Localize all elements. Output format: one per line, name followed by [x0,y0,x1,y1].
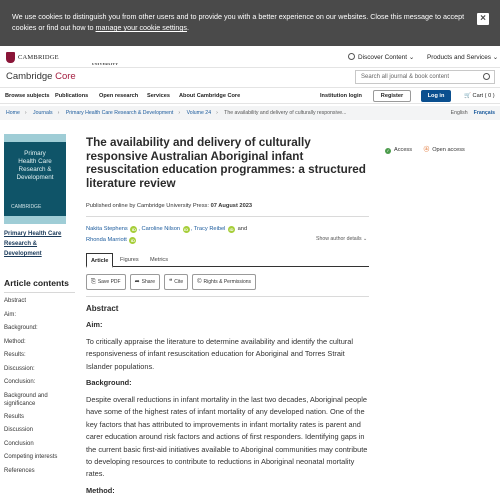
cover-line: Primary [24,150,46,157]
toc-item[interactable]: Conclusion [4,440,34,447]
publisher-sub: UNIVERSITY [92,61,119,66]
publisher-name: CAMBRIDGE [18,53,59,61]
cambridge-core-logo[interactable] [6,71,76,82]
article-tabs [86,253,369,267]
search-input[interactable] [355,70,495,84]
access-label: Access [394,147,413,153]
cart-link[interactable] [464,93,495,99]
crest-icon [6,52,15,63]
abstract-heading: Abstract [86,304,119,313]
cart-icon: 🛒 [464,93,471,99]
orcid-icon[interactable]: iD [229,227,234,232]
chevron-down-icon: ⌄ [492,54,499,61]
breadcrumb-home[interactable]: Home [6,110,20,116]
pdf-icon: ⎘ [91,279,96,285]
cookie-period: . [187,23,190,32]
breadcrumb-journal[interactable]: Primary Health Care Research & Development [65,110,174,116]
article-actions [86,274,256,290]
copyright-icon: © [197,279,202,285]
share-button[interactable] [130,274,160,290]
tab-article[interactable]: Article [86,253,113,268]
nav-open-research[interactable]: Open research [99,93,139,99]
toc-item[interactable]: Abstract [4,298,27,304]
method-heading: Method: [86,486,115,495]
author-link[interactable]: Tracy Reibel [193,226,226,232]
author-link[interactable]: Caroline Nilson [141,226,181,232]
divider [4,292,75,293]
author-and: and [237,226,248,232]
register-button[interactable]: Register [373,90,411,102]
search-icon[interactable] [483,73,490,80]
tab-metrics[interactable]: Metrics [150,257,169,263]
open-access-icon: ⓐ [423,147,430,153]
toc-item[interactable]: Aim: [4,311,16,318]
lang-english[interactable]: English [450,110,468,116]
toc-title: Article contents [4,278,69,288]
breadcrumb-journals[interactable]: Journals [33,110,53,116]
toc-item[interactable]: Results: [4,352,26,358]
close-icon[interactable]: × [477,13,489,25]
main-nav [0,87,500,104]
cover-line: Research & [18,166,52,173]
toc-item[interactable]: Results [4,413,25,420]
share-icon: ➦ [134,279,140,285]
cover-line: Development [16,174,54,181]
breadcrumb-current: The availability and delivery of culturally responsive... [224,110,347,116]
orcid-icon[interactable]: iD [131,227,136,232]
chevron-down-icon: ⌄ [363,236,368,242]
nav-about[interactable]: About Cambridge Core [179,93,241,99]
toc-item[interactable]: Conclusion: [4,379,36,385]
nav-browse-subjects[interactable]: Browse subjects [5,93,50,99]
cookie-text: We use cookies to distinguish you from other users and to provide you with a better experience on our websites. Close this message to accept cookies or find out how to [12,12,465,32]
cover-logo: CAMBRIDGE [11,204,42,210]
check-icon: ✓ [386,148,390,153]
institution-login-link[interactable]: Institution login [320,93,362,99]
toc-item[interactable]: References [4,467,35,474]
search-placeholder: Search all journal & book content [361,74,450,80]
published-prefix: Published online by Cambridge University Press: [86,203,211,209]
journal-link[interactable]: Primary Health Care Research & Development [4,231,62,257]
chevron-down-icon: ⌄ [408,54,415,61]
products-services-menu[interactable] [427,53,498,61]
access-badges [385,145,465,154]
core-logo-suffix: Core [55,71,76,82]
divider [86,216,369,217]
core-logo-prefix: Cambridge [6,71,53,82]
rights-label: Rights & Permissions [203,279,252,285]
aim-heading: Aim: [86,320,103,329]
toc-item[interactable]: Discussion [4,427,34,433]
cookie-banner [0,0,500,46]
toc-item[interactable]: Discussion: [4,365,35,372]
cookie-settings-link[interactable]: manage your cookie settings [95,23,188,32]
toc-item[interactable]: Method: [4,338,26,345]
toc-item[interactable]: Background: [4,325,38,331]
language-switcher [451,110,495,116]
published-date: 07 August 2023 [210,203,253,209]
cite-button[interactable] [164,274,188,290]
background-text: Despite overall reductions in infant mortality in the last two decades, Aboriginal people have some of the highest rates of infant mortality of any developed nation. One of the key factors that has attributed to improvements in infant mortality rates is parent and carer education around risk factors and actions of first responders. Identifying gaps in the current basic first-aid initiatives available to Aboriginal communities may contribute to developing resources to contribute to reductions in Aboriginal neonatal mortality rates. [86,395,368,479]
nav-publications[interactable]: Publications [55,93,89,99]
cambridge-logo[interactable] [6,52,119,66]
toc-item[interactable]: Background and significance [4,392,48,407]
share-label: Share [141,279,155,285]
lang-french[interactable]: Français [473,110,495,116]
author-link[interactable]: Rhonda Marriott [86,237,127,243]
rights-permissions-button[interactable] [192,274,256,290]
cart-label: Cart ( 0 ) [472,93,495,99]
orcid-icon[interactable]: iD [184,227,189,232]
brand-bar [0,46,500,68]
toc-list [4,295,75,478]
show-author-details[interactable] [316,236,367,242]
products-label: Products and Services [427,54,491,61]
compass-icon [348,53,355,60]
breadcrumb-volume[interactable]: Volume 24 [186,110,212,116]
author-link[interactable]: Nakita Stephens [86,226,128,232]
aim-text: To critically appraise the literature to determine availability and identify the cultural responsiveness of infant resuscitation education for Aboriginal and Torres Strait Islander populations. [86,337,354,371]
nav-services[interactable]: Services [147,93,171,99]
show-details-label: Show author details [316,236,362,242]
cover-line: Health Care [18,158,52,165]
quote-icon: ❝ [168,279,173,285]
author-list: Nakita Stephens iD , Caroline Nilson iD , Tracy Reibel iD and Rhonda Marriott iD [86,226,248,243]
publication-info [86,203,252,209]
toc-item[interactable]: Competing interests [4,454,58,460]
core-header [0,68,500,85]
save-pdf-button[interactable] [86,274,126,290]
open-access-label: Open access [432,147,465,153]
background-heading: Background: [86,378,132,387]
save-pdf-label: Save PDF [97,279,121,285]
login-button[interactable]: Log in [421,90,451,102]
discover-content-menu[interactable] [348,53,414,61]
journal-cover[interactable] [4,134,66,224]
tab-figures[interactable]: Figures [120,257,139,263]
article-title: The availability and delivery of culturally responsive Australian Aboriginal infant resuscitation education programmes: a structured literature review [86,136,366,190]
divider [86,296,369,297]
cite-label: Cite [174,279,184,285]
orcid-icon[interactable]: iD [130,238,135,243]
breadcrumb: Home › Journals › Primary Health Care Research & Development › Volume 24 › The availability and delivery of culturally responsive... English Français [0,106,500,120]
discover-label: Discover Content [358,54,408,61]
